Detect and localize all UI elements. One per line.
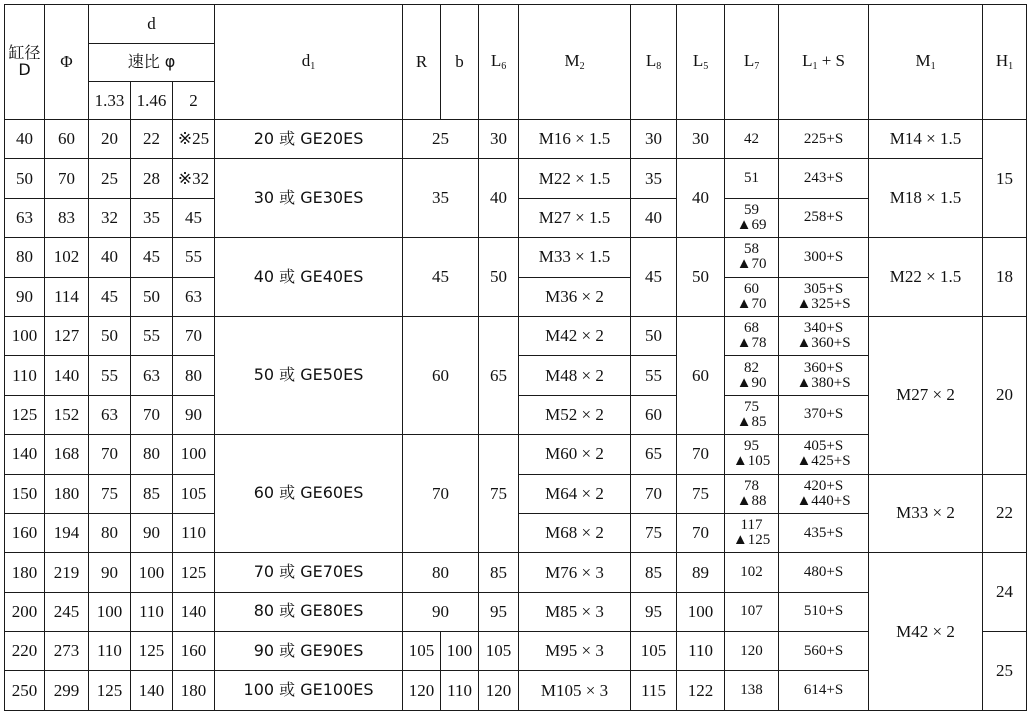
header-ratio-2: 2: [173, 82, 215, 120]
header-r: R: [403, 5, 441, 120]
cell-l7: 59 ▲69: [725, 198, 779, 237]
cell-r-b: 60: [403, 316, 479, 434]
cell-l8: 30: [631, 120, 677, 159]
cell-l5: 89: [677, 553, 725, 592]
cell-l6: 75: [479, 435, 519, 553]
cell-bore: 200: [5, 592, 45, 631]
cell-m2: M33 × 1.5: [519, 238, 631, 277]
cell-phi: 180: [45, 474, 89, 513]
header-m1: $M_1$: [869, 5, 983, 120]
cell-r: 120: [403, 671, 441, 711]
cell-d-2: 180: [173, 671, 215, 711]
cell-l5: 122: [677, 671, 725, 711]
cylinder-dimension-table: [4, 4, 1027, 711]
header-l5: $L_5$: [677, 5, 725, 120]
cell-l1-plus-s: 305+S ▲325+S: [779, 277, 869, 316]
header-l1-plus-s: $L_1 + S$: [779, 5, 869, 120]
cell-l6: 65: [479, 316, 519, 434]
cell-d-2: 80: [173, 356, 215, 395]
cell-l1-plus-s: 480+S: [779, 553, 869, 592]
cell-r: 105: [403, 632, 441, 671]
cell-l8: 115: [631, 671, 677, 711]
cell-l1-plus-s: 510+S: [779, 592, 869, 631]
cell-r-b: 25: [403, 120, 479, 159]
cell-d-1-33: 20: [89, 120, 131, 159]
cell-d-1-33: 40: [89, 238, 131, 277]
cell-l8: 45: [631, 238, 677, 317]
cell-l6: 105: [479, 632, 519, 671]
cell-d-2: 160: [173, 632, 215, 671]
cell-d-2: 125: [173, 553, 215, 592]
cell-r-b: 35: [403, 159, 479, 238]
cell-m1: M14 × 1.5: [869, 120, 983, 159]
cell-m1: M42 × 2: [869, 553, 983, 711]
cell-phi: 168: [45, 435, 89, 474]
cell-d1: 30 或 GE30ES: [215, 159, 403, 238]
cell-h1: 25: [983, 632, 1027, 711]
cell-l1-plus-s: 340+S ▲360+S: [779, 316, 869, 355]
cell-l7: 102: [725, 553, 779, 592]
cell-bore: 100: [5, 316, 45, 355]
cell-h1: 22: [983, 474, 1027, 553]
cell-l5: 40: [677, 159, 725, 238]
cell-d-1-46: 125: [131, 632, 173, 671]
header-phi: Φ: [45, 5, 89, 120]
header-b: b: [441, 5, 479, 120]
cell-phi: 245: [45, 592, 89, 631]
cell-bore: 63: [5, 198, 45, 237]
cell-m2: M42 × 2: [519, 316, 631, 355]
cell-m2: M60 × 2: [519, 435, 631, 474]
cell-h1: 18: [983, 238, 1027, 317]
cell-l7: 95 ▲105: [725, 435, 779, 474]
header-d: d: [89, 5, 215, 44]
cell-l5: 50: [677, 238, 725, 317]
cell-d-1-46: 100: [131, 553, 173, 592]
cell-l7: 42: [725, 120, 779, 159]
cell-phi: 127: [45, 316, 89, 355]
cell-l8: 105: [631, 632, 677, 671]
cell-l5: 30: [677, 120, 725, 159]
cell-phi: 83: [45, 198, 89, 237]
cell-d-1-46: 28: [131, 159, 173, 198]
cell-l8: 55: [631, 356, 677, 395]
cell-l7: 58 ▲70: [725, 238, 779, 277]
cell-d1: 100 或 GE100ES: [215, 671, 403, 711]
cell-d-1-46: 35: [131, 198, 173, 237]
cell-d-2: ※25: [173, 120, 215, 159]
cell-d1: 40 或 GE40ES: [215, 238, 403, 317]
cell-m1: M27 × 2: [869, 316, 983, 474]
cell-l1-plus-s: 614+S: [779, 671, 869, 711]
cell-phi: 60: [45, 120, 89, 159]
cell-phi: 152: [45, 395, 89, 434]
cell-l7: 82 ▲90: [725, 356, 779, 395]
cell-d-1-33: 32: [89, 198, 131, 237]
cell-l1-plus-s: 370+S: [779, 395, 869, 434]
cell-l6: 120: [479, 671, 519, 711]
header-h1: $H_1$: [983, 5, 1027, 120]
cell-d-2: 63: [173, 277, 215, 316]
cell-d1: 70 或 GE70ES: [215, 553, 403, 592]
cell-d-1-46: 50: [131, 277, 173, 316]
cell-r-b: 80: [403, 553, 479, 592]
cell-l1-plus-s: 435+S: [779, 513, 869, 552]
cell-l8: 35: [631, 159, 677, 198]
cell-m2: M52 × 2: [519, 395, 631, 434]
cell-d-1-33: 90: [89, 553, 131, 592]
table-row: [5, 553, 1027, 592]
cell-l1-plus-s: 360+S ▲380+S: [779, 356, 869, 395]
cell-l5: 70: [677, 513, 725, 552]
cell-d-2: ※32: [173, 159, 215, 198]
cell-l7: 51: [725, 159, 779, 198]
cell-h1: 24: [983, 553, 1027, 632]
cell-d-1-46: 70: [131, 395, 173, 434]
cell-r-b: 90: [403, 592, 479, 631]
cell-bore: 80: [5, 238, 45, 277]
cell-phi: 70: [45, 159, 89, 198]
table-row: [5, 238, 1027, 277]
cell-d-2: 55: [173, 238, 215, 277]
cell-d-2: 90: [173, 395, 215, 434]
cell-m2: M64 × 2: [519, 474, 631, 513]
cell-d-1-46: 85: [131, 474, 173, 513]
cell-phi: 299: [45, 671, 89, 711]
cell-m2: M68 × 2: [519, 513, 631, 552]
cell-d-1-33: 125: [89, 671, 131, 711]
cell-m2: M16 × 1.5: [519, 120, 631, 159]
cell-l8: 70: [631, 474, 677, 513]
cell-l7: 68 ▲78: [725, 316, 779, 355]
cell-l7: 117 ▲125: [725, 513, 779, 552]
cell-d1: 50 或 GE50ES: [215, 316, 403, 434]
cell-l1-plus-s: 243+S: [779, 159, 869, 198]
cell-d-1-46: 63: [131, 356, 173, 395]
cell-l1-plus-s: 225+S: [779, 120, 869, 159]
cell-phi: 194: [45, 513, 89, 552]
cell-bore: 140: [5, 435, 45, 474]
cell-phi: 114: [45, 277, 89, 316]
cell-m2: M76 × 3: [519, 553, 631, 592]
cell-l6: 85: [479, 553, 519, 592]
cell-d-1-33: 80: [89, 513, 131, 552]
cell-phi: 219: [45, 553, 89, 592]
cell-l6: 95: [479, 592, 519, 631]
cell-l8: 50: [631, 316, 677, 355]
cell-h1: 20: [983, 316, 1027, 474]
cell-bore: 150: [5, 474, 45, 513]
cell-d-2: 45: [173, 198, 215, 237]
cell-l8: 75: [631, 513, 677, 552]
cell-d-2: 140: [173, 592, 215, 631]
header-l7: $L_7$: [725, 5, 779, 120]
cell-d1: 20 或 GE20ES: [215, 120, 403, 159]
cell-m2: M95 × 3: [519, 632, 631, 671]
cell-l7: 75 ▲85: [725, 395, 779, 434]
cell-m2: M105 × 3: [519, 671, 631, 711]
cell-l1-plus-s: 560+S: [779, 632, 869, 671]
cell-phi: 273: [45, 632, 89, 671]
cell-d-1-33: 63: [89, 395, 131, 434]
cell-bore: 220: [5, 632, 45, 671]
cell-d-1-33: 55: [89, 356, 131, 395]
cell-l8: 65: [631, 435, 677, 474]
cell-d1: 80 或 GE80ES: [215, 592, 403, 631]
table-row: [5, 316, 1027, 355]
cell-l7: 60 ▲70: [725, 277, 779, 316]
cell-l1-plus-s: 300+S: [779, 238, 869, 277]
cell-l6: 30: [479, 120, 519, 159]
cell-b: 110: [441, 671, 479, 711]
cell-d-1-33: 75: [89, 474, 131, 513]
cell-d-1-46: 45: [131, 238, 173, 277]
cell-b: 100: [441, 632, 479, 671]
cell-m2: M27 × 1.5: [519, 198, 631, 237]
cell-l8: 95: [631, 592, 677, 631]
cell-l6: 40: [479, 159, 519, 238]
cell-l5: 100: [677, 592, 725, 631]
cell-l7: 138: [725, 671, 779, 711]
cell-bore: 125: [5, 395, 45, 434]
cell-d-1-33: 25: [89, 159, 131, 198]
cell-l5: 110: [677, 632, 725, 671]
cell-d-1-46: 110: [131, 592, 173, 631]
cell-h1: 15: [983, 120, 1027, 238]
cell-d-1-33: 110: [89, 632, 131, 671]
header-bore-d: 缸径 D: [5, 5, 45, 120]
cell-r-b: 70: [403, 435, 479, 553]
cell-l8: 60: [631, 395, 677, 434]
cell-m1: M33 × 2: [869, 474, 983, 553]
cell-bore: 160: [5, 513, 45, 552]
cell-bore: 50: [5, 159, 45, 198]
cell-d-2: 100: [173, 435, 215, 474]
cell-d1: 60 或 GE60ES: [215, 435, 403, 553]
header-speed-ratio: 速比 φ: [89, 44, 215, 82]
cell-d-1-46: 90: [131, 513, 173, 552]
cell-d-2: 110: [173, 513, 215, 552]
cell-d-2: 105: [173, 474, 215, 513]
cell-bore: 180: [5, 553, 45, 592]
cell-m2: M36 × 2: [519, 277, 631, 316]
cell-d-1-46: 55: [131, 316, 173, 355]
cell-d-1-46: 22: [131, 120, 173, 159]
cell-m2: M85 × 3: [519, 592, 631, 631]
cell-m2: M48 × 2: [519, 356, 631, 395]
cell-d-2: 70: [173, 316, 215, 355]
cell-d-1-33: 100: [89, 592, 131, 631]
cell-l7: 107: [725, 592, 779, 631]
cell-m2: M22 × 1.5: [519, 159, 631, 198]
table-row: [5, 159, 1027, 198]
cell-l8: 85: [631, 553, 677, 592]
cell-l1-plus-s: 420+S ▲440+S: [779, 474, 869, 513]
cell-m1: M22 × 1.5: [869, 238, 983, 317]
header-m2: $M_2$: [519, 5, 631, 120]
cell-l1-plus-s: 258+S: [779, 198, 869, 237]
table-row: [5, 120, 1027, 159]
cell-phi: 102: [45, 238, 89, 277]
cell-l8: 40: [631, 198, 677, 237]
cell-l7: 120: [725, 632, 779, 671]
header-l6: $L_6$: [479, 5, 519, 120]
cell-bore: 250: [5, 671, 45, 711]
cell-l6: 50: [479, 238, 519, 317]
cell-bore: 110: [5, 356, 45, 395]
cell-bore: 40: [5, 120, 45, 159]
cell-d1: 90 或 GE90ES: [215, 632, 403, 671]
cell-d-1-46: 140: [131, 671, 173, 711]
cell-phi: 140: [45, 356, 89, 395]
cell-d-1-33: 50: [89, 316, 131, 355]
cell-r-b: 45: [403, 238, 479, 317]
cell-l5: 60: [677, 316, 725, 434]
cell-l5: 75: [677, 474, 725, 513]
header-ratio-1-33: 1.33: [89, 82, 131, 120]
cell-l7: 78 ▲88: [725, 474, 779, 513]
header-ratio-1-46: 1.46: [131, 82, 173, 120]
cell-bore: 90: [5, 277, 45, 316]
cell-m1: M18 × 1.5: [869, 159, 983, 238]
header-l8: $L_8$: [631, 5, 677, 120]
cell-l1-plus-s: 405+S ▲425+S: [779, 435, 869, 474]
header-d1: $d_1$: [215, 5, 403, 120]
cell-d-1-33: 70: [89, 435, 131, 474]
cell-d-1-33: 45: [89, 277, 131, 316]
cell-l5: 70: [677, 435, 725, 474]
cell-d-1-46: 80: [131, 435, 173, 474]
